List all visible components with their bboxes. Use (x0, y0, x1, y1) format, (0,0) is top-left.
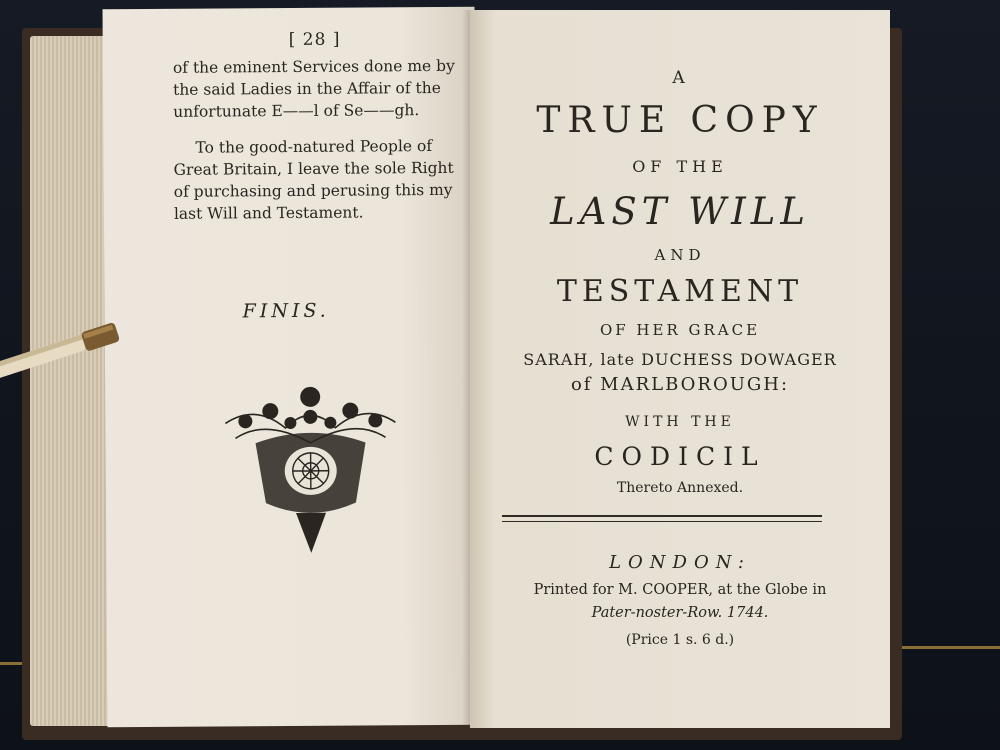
page-number: [ 28 ] (288, 29, 341, 51)
title-rule-top (502, 515, 822, 517)
title-true-copy: TRUE COPY (536, 100, 824, 141)
title-last-will: LAST WILL (550, 190, 810, 233)
title-testament: TESTAMENT (556, 274, 804, 309)
title-of-her-grace: OF HER GRACE (599, 321, 761, 339)
floral-basket-woodcut-icon (215, 382, 406, 558)
title-thereto-annexed: Thereto Annexed. (616, 480, 744, 496)
title-of-the: OF THE (632, 157, 728, 176)
title-line-a: A (672, 68, 688, 88)
book-page-edges (30, 36, 110, 726)
left-paragraph-1: of the eminent Services done me by the said Ladies in the Affair of the unfortunate E——l of Se——gh. (172, 56, 455, 121)
title-codicil: CODICIL (594, 442, 766, 471)
title-and: AND (654, 246, 706, 264)
title-marlborough: of MARLBOROUGH: (570, 374, 790, 395)
imprint-price: (Price 1 s. 6 d.) (625, 632, 735, 648)
table-gold-line-right (895, 646, 1000, 649)
title-with-the: WITH THE (625, 414, 735, 430)
imprint-london: LONDON: (609, 552, 751, 573)
left-page (102, 7, 479, 728)
right-page-title (470, 10, 890, 728)
imprint-printed-for: Printed for M. COOPER, at the Globe in (533, 582, 827, 598)
left-paragraph-2: To the good-natured People of Great Britain, I leave the sole Right of purchasing and perusing this my last Will and Testament. (173, 137, 454, 223)
title-rule-bottom (502, 521, 822, 522)
finis-text: FINIS. (242, 299, 330, 323)
imprint-pater-noster-row: Pater-noster-Row. 1744. (591, 605, 769, 621)
title-sarah: SARAH, late DUCHESS DOWAGER (523, 350, 837, 369)
